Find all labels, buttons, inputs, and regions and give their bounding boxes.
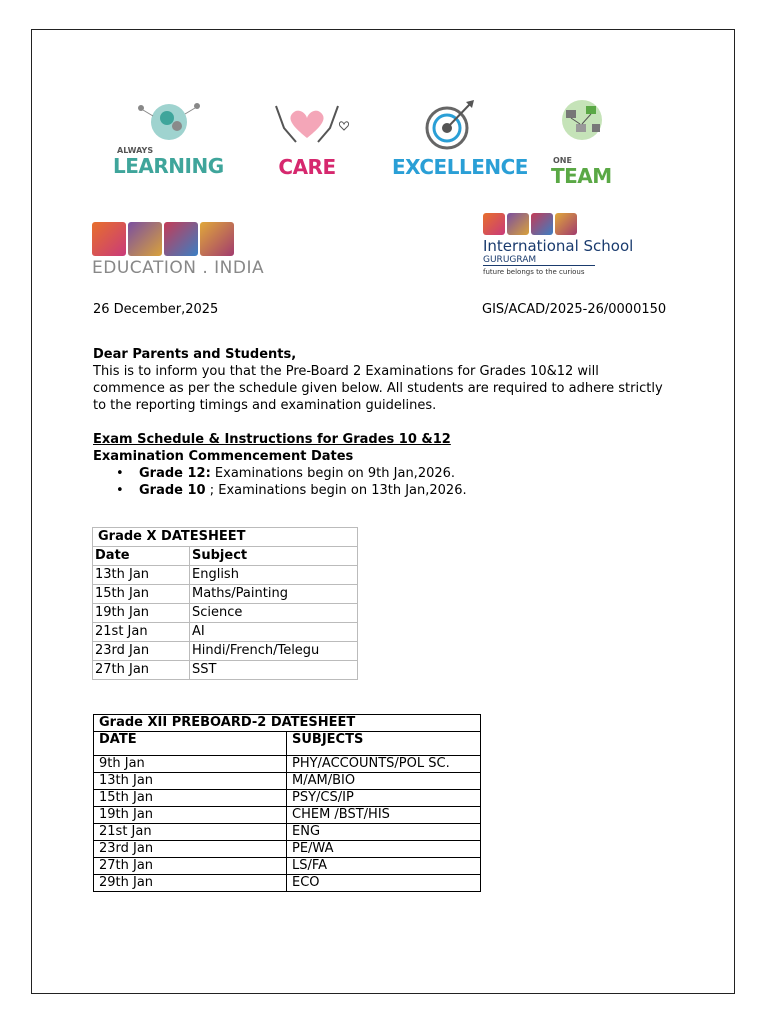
gems-international-school-logo: International School GURUGRAM future belongs to the curious [483,213,633,276]
table-row: 15th Jan PSY/CS/IP [94,790,481,807]
column-header: DATE [94,732,287,756]
value-learning: ALWAYS LEARNING [113,96,223,177]
hands-heart-icon [262,96,352,156]
head-gears-icon [123,96,213,146]
value-team: ONE TEAM [537,96,627,187]
table-row: 13th Jan M/AM/BIO [94,773,481,790]
table-row: 23rd Jan Hindi/French/Telegu [93,642,358,661]
schedule-heading: Exam Schedule & Instructions for Grades 10 &12 [93,432,451,447]
commencement-heading: Examination Commencement Dates [93,449,354,464]
value-excellence: EXCELLENCE [392,96,502,178]
table-row: 21st Jan AI [93,623,358,642]
table-row: 9th Jan PHY/ACCOUNTS/POL SC. [94,756,481,773]
table-row: 27th Jan LS/FA [94,858,481,875]
letter-date: 26 December,2025 [93,302,219,317]
list-item: • Grade 10 ; Examinations begin on 13th Jan,2026. [139,482,693,499]
reference-number: GIS/ACAD/2025-26/0000150 [482,302,667,317]
table-row: 23rd Jan PE/WA [94,841,481,858]
team-icon [542,96,622,156]
intro-paragraph: This is to inform you that the Pre-Board 2 Examinations for Grades 10&12 will commence as per the schedule given below. All students are required to adhere strictly to the reporting timings and examination guidelines. [93,364,663,413]
table-row: 15th Jan Maths/Painting [93,585,358,604]
gems-education-logo: EDUCATION . INDIA [92,222,264,278]
table-title: Grade X DATESHEET [93,528,358,547]
value-care: CARE [252,96,362,178]
column-header: Date [93,547,190,566]
letter-body [93,346,693,499]
grade-xii-datesheet [93,714,481,892]
gems-wordmark-small [483,213,633,235]
table-title: Grade XII PREBOARD-2 DATESHEET [94,715,481,732]
table-row: 29th Jan ECO [94,875,481,892]
target-icon [402,96,492,156]
table-row: 13th Jan English [93,566,358,585]
gems-wordmark [92,222,264,256]
salutation: Dear Parents and Students, [93,347,297,362]
table-row: 19th Jan Science [93,604,358,623]
column-header: Subject [190,547,358,566]
column-header: SUBJECTS [287,732,481,756]
list-item: • Grade 12: Examinations begin on 9th Jan,2026. [139,465,693,482]
grade-x-datesheet [92,527,358,680]
table-row: 21st Jan ENG [94,824,481,841]
table-row: 19th Jan CHEM /BST/HIS [94,807,481,824]
commencement-list [93,465,693,499]
table-row: 27th Jan SST [93,661,358,680]
